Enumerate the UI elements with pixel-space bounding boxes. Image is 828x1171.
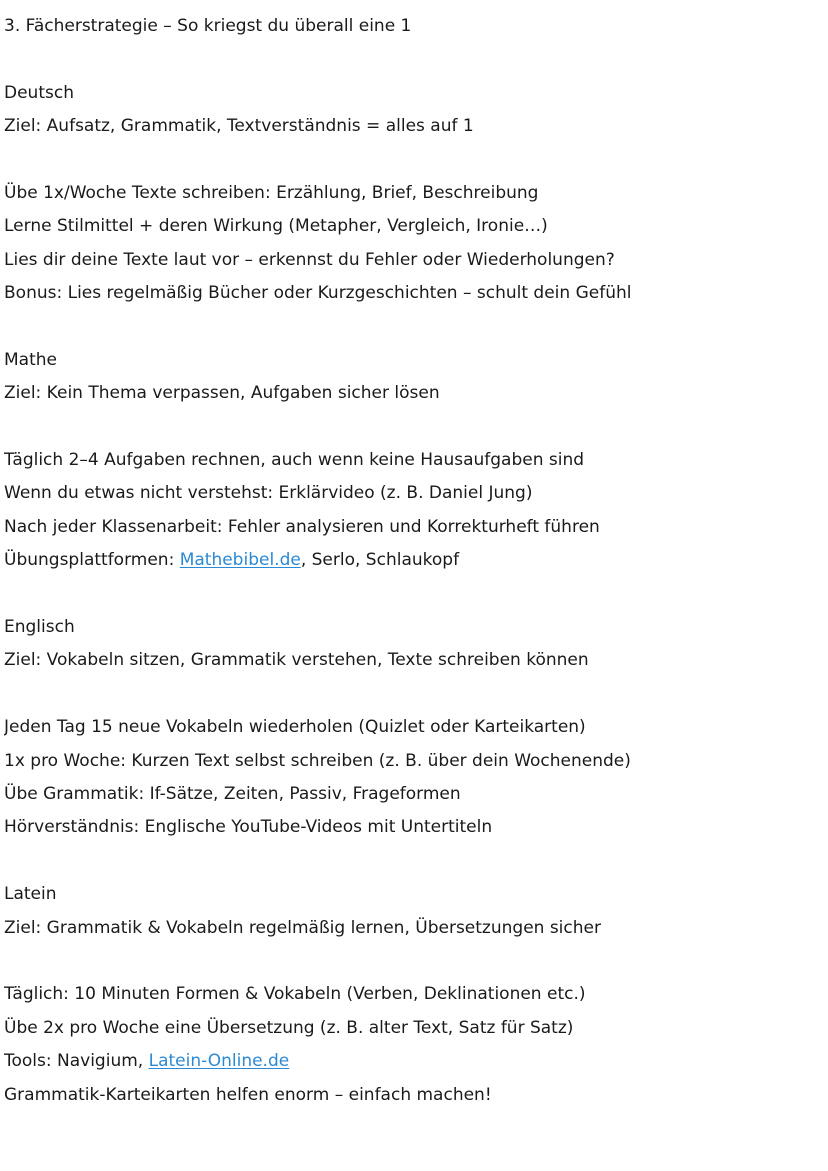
- document: [4, 10, 822, 1112]
- section-goal-deutsch: Ziel: Aufsatz, Grammatik, Textverständnis = alles auf 1: [4, 116, 474, 137]
- spacer: [4, 578, 822, 611]
- list-item: Nach jeder Klassenarbeit: Fehler analysieren und Korrekturheft führen: [4, 516, 600, 537]
- spacer: [4, 845, 822, 878]
- list-item: Jeden Tag 15 neue Vokabeln wiederholen (Quizlet oder Karteikarten): [4, 717, 586, 738]
- spacer: [4, 144, 822, 177]
- tools-prefix: Tools: Navigium,: [4, 1051, 149, 1072]
- spacer: [4, 311, 822, 344]
- list-item: Täglich: 10 Minuten Formen & Vokabeln (Verben, Deklinationen etc.): [4, 984, 586, 1005]
- section-title-latein: Latein: [4, 884, 57, 905]
- spacer: [4, 678, 822, 711]
- platforms-prefix: Übungsplattformen:: [4, 550, 180, 571]
- section-goal-latein: Ziel: Grammatik & Vokabeln regelmäßig lernen, Übersetzungen sicher: [4, 917, 601, 938]
- mathebibel-link[interactable]: Mathebibel.de: [179, 550, 301, 571]
- list-item: Grammatik-Karteikarten helfen enorm – einfach machen!: [4, 1084, 492, 1105]
- spacer: [4, 411, 822, 444]
- section-title-mathe: Mathe: [4, 349, 57, 370]
- list-item: Übe 2x pro Woche eine Übersetzung (z. B. alter Text, Satz für Satz): [4, 1017, 574, 1038]
- list-item: Täglich 2–4 Aufgaben rechnen, auch wenn keine Hausaufgaben sind: [4, 450, 585, 471]
- latein-online-link[interactable]: Latein-Online.de: [148, 1051, 290, 1072]
- section-goal-mathe: Ziel: Kein Thema verpassen, Aufgaben sicher lösen: [4, 383, 440, 404]
- section-goal-englisch: Ziel: Vokabeln sitzen, Grammatik verstehen, Texte schreiben können: [4, 650, 589, 671]
- page-heading: 3. Fächerstrategie – So kriegst du überall eine 1: [4, 16, 412, 36]
- list-item: Übe 1x/Woche Texte schreiben: Erzählung, Brief, Beschreibung: [4, 182, 539, 203]
- list-item: 1x pro Woche: Kurzen Text selbst schreiben (z. B. über dein Wochenende): [4, 750, 631, 771]
- list-item: Übe Grammatik: If-Sätze, Zeiten, Passiv, Frageformen: [4, 783, 461, 804]
- spacer: [4, 945, 822, 978]
- spacer: [4, 43, 822, 76]
- platforms-suffix: , Serlo, Schlaukopf: [300, 550, 460, 571]
- section-title-englisch: Englisch: [4, 617, 75, 638]
- list-item: Lerne Stilmittel + deren Wirkung (Metapher, Vergleich, Ironie…): [4, 216, 548, 237]
- section-title-deutsch: Deutsch: [4, 82, 74, 103]
- list-item: Bonus: Lies regelmäßig Bücher oder Kurzgeschichten – schult dein Gefühl: [4, 283, 632, 304]
- list-item: Lies dir deine Texte laut vor – erkennst du Fehler oder Wiederholungen?: [4, 249, 615, 270]
- list-item: Wenn du etwas nicht verstehst: Erklärvideo (z. B. Daniel Jung): [4, 483, 533, 504]
- list-item-platforms: [4, 544, 822, 577]
- list-item: Hörverständnis: Englische YouTube-Videos mit Untertiteln: [4, 817, 493, 838]
- list-item-tools: [4, 1045, 822, 1078]
